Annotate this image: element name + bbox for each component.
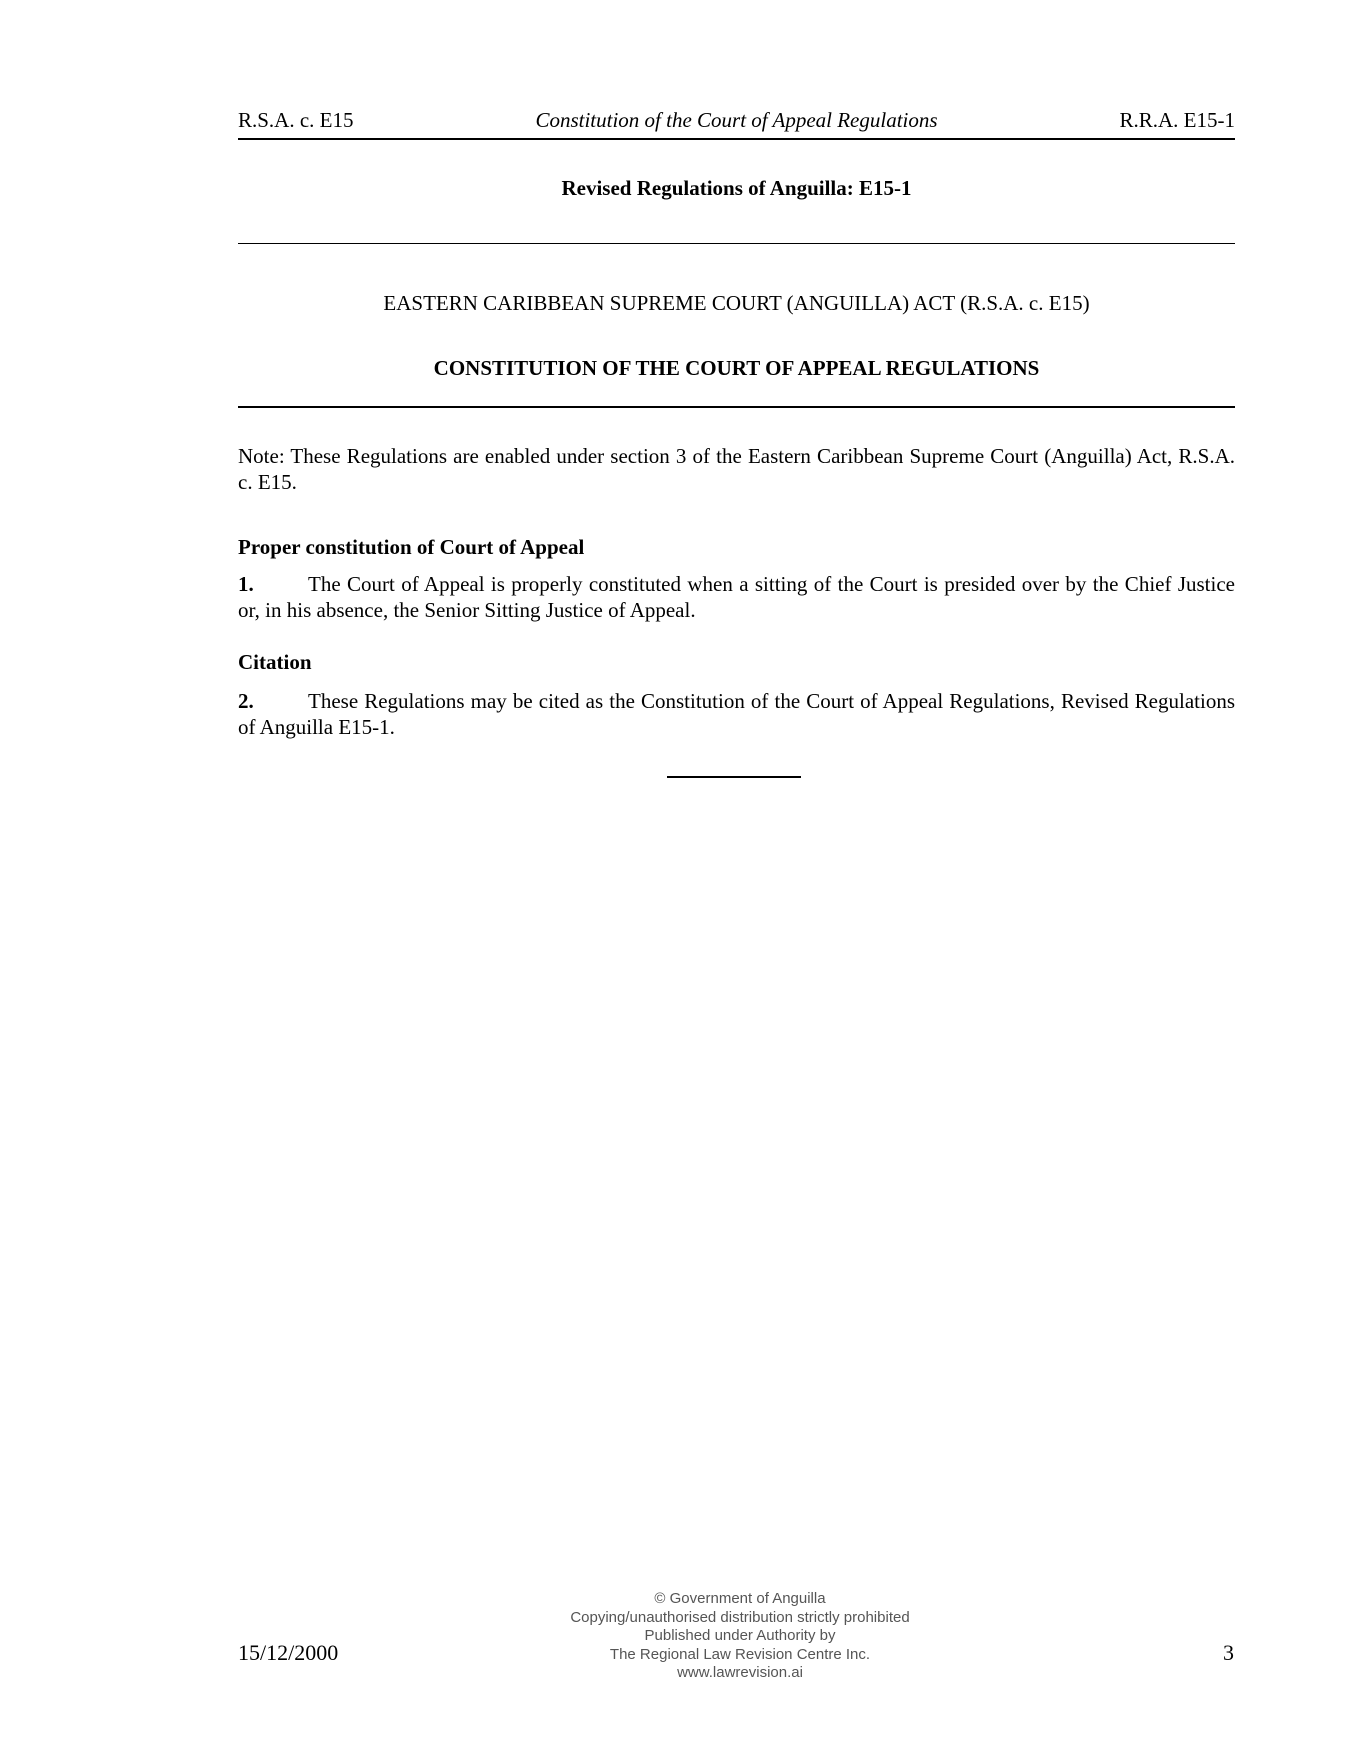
divider — [238, 406, 1235, 408]
footer-date: 15/12/2000 — [238, 1640, 339, 1665]
header-center-title: Constitution of the Court of Appeal Regulations — [535, 108, 938, 132]
footer-notice-line: Published under Authority by — [644, 1627, 836, 1644]
enabling-note: Note: These Regulations are enabled under section 3 of the Eastern Caribbean Supreme Court (Anguilla) Act, R.S.A. c. E15. — [238, 444, 1235, 494]
section-text: The Court of Appeal is properly constituted when a sitting of the Court is presided over by the Chief Justice or, in his absence, the Senior Sitting Justice of Appeal. — [238, 572, 1235, 622]
section-paragraph — [238, 688, 1235, 740]
footer-website: www.lawrevision.ai — [677, 1664, 803, 1681]
act-title: EASTERN CARIBBEAN SUPREME COURT (ANGUILLA) ACT (R.S.A. c. E15) — [383, 291, 1090, 315]
section-paragraph — [238, 571, 1235, 623]
footer-notice-line: The Regional Law Revision Centre Inc. — [609, 1645, 871, 1663]
section-number: 2. — [238, 689, 254, 713]
header-right-reference: R.R.A. E15-1 — [1119, 108, 1235, 132]
section-heading: Citation — [238, 650, 312, 674]
end-of-document-rule — [667, 776, 801, 778]
running-header — [238, 108, 1235, 140]
section-text: These Regulations may be cited as the Constitution of the Court of Appeal Regulations, Revised Regulations of Anguilla E15-1. — [238, 689, 1235, 739]
section-heading: Proper constitution of Court of Appeal — [238, 535, 585, 559]
regulations-title: CONSTITUTION OF THE COURT OF APPEAL REGULATIONS — [433, 356, 1040, 380]
document-id-heading: Revised Regulations of Anguilla: E15-1 — [561, 176, 912, 200]
footer-notice-line: Copying/unauthorised distribution strictly prohibited — [570, 1608, 910, 1626]
footer-notice-line: © Government of Anguilla — [654, 1590, 826, 1607]
page-number: 3 — [1223, 1640, 1234, 1665]
section-number: 1. — [238, 572, 254, 596]
header-left-citation: R.S.A. c. E15 — [238, 108, 354, 132]
divider — [238, 243, 1235, 244]
footer-copyright-notice — [480, 1590, 1000, 1683]
